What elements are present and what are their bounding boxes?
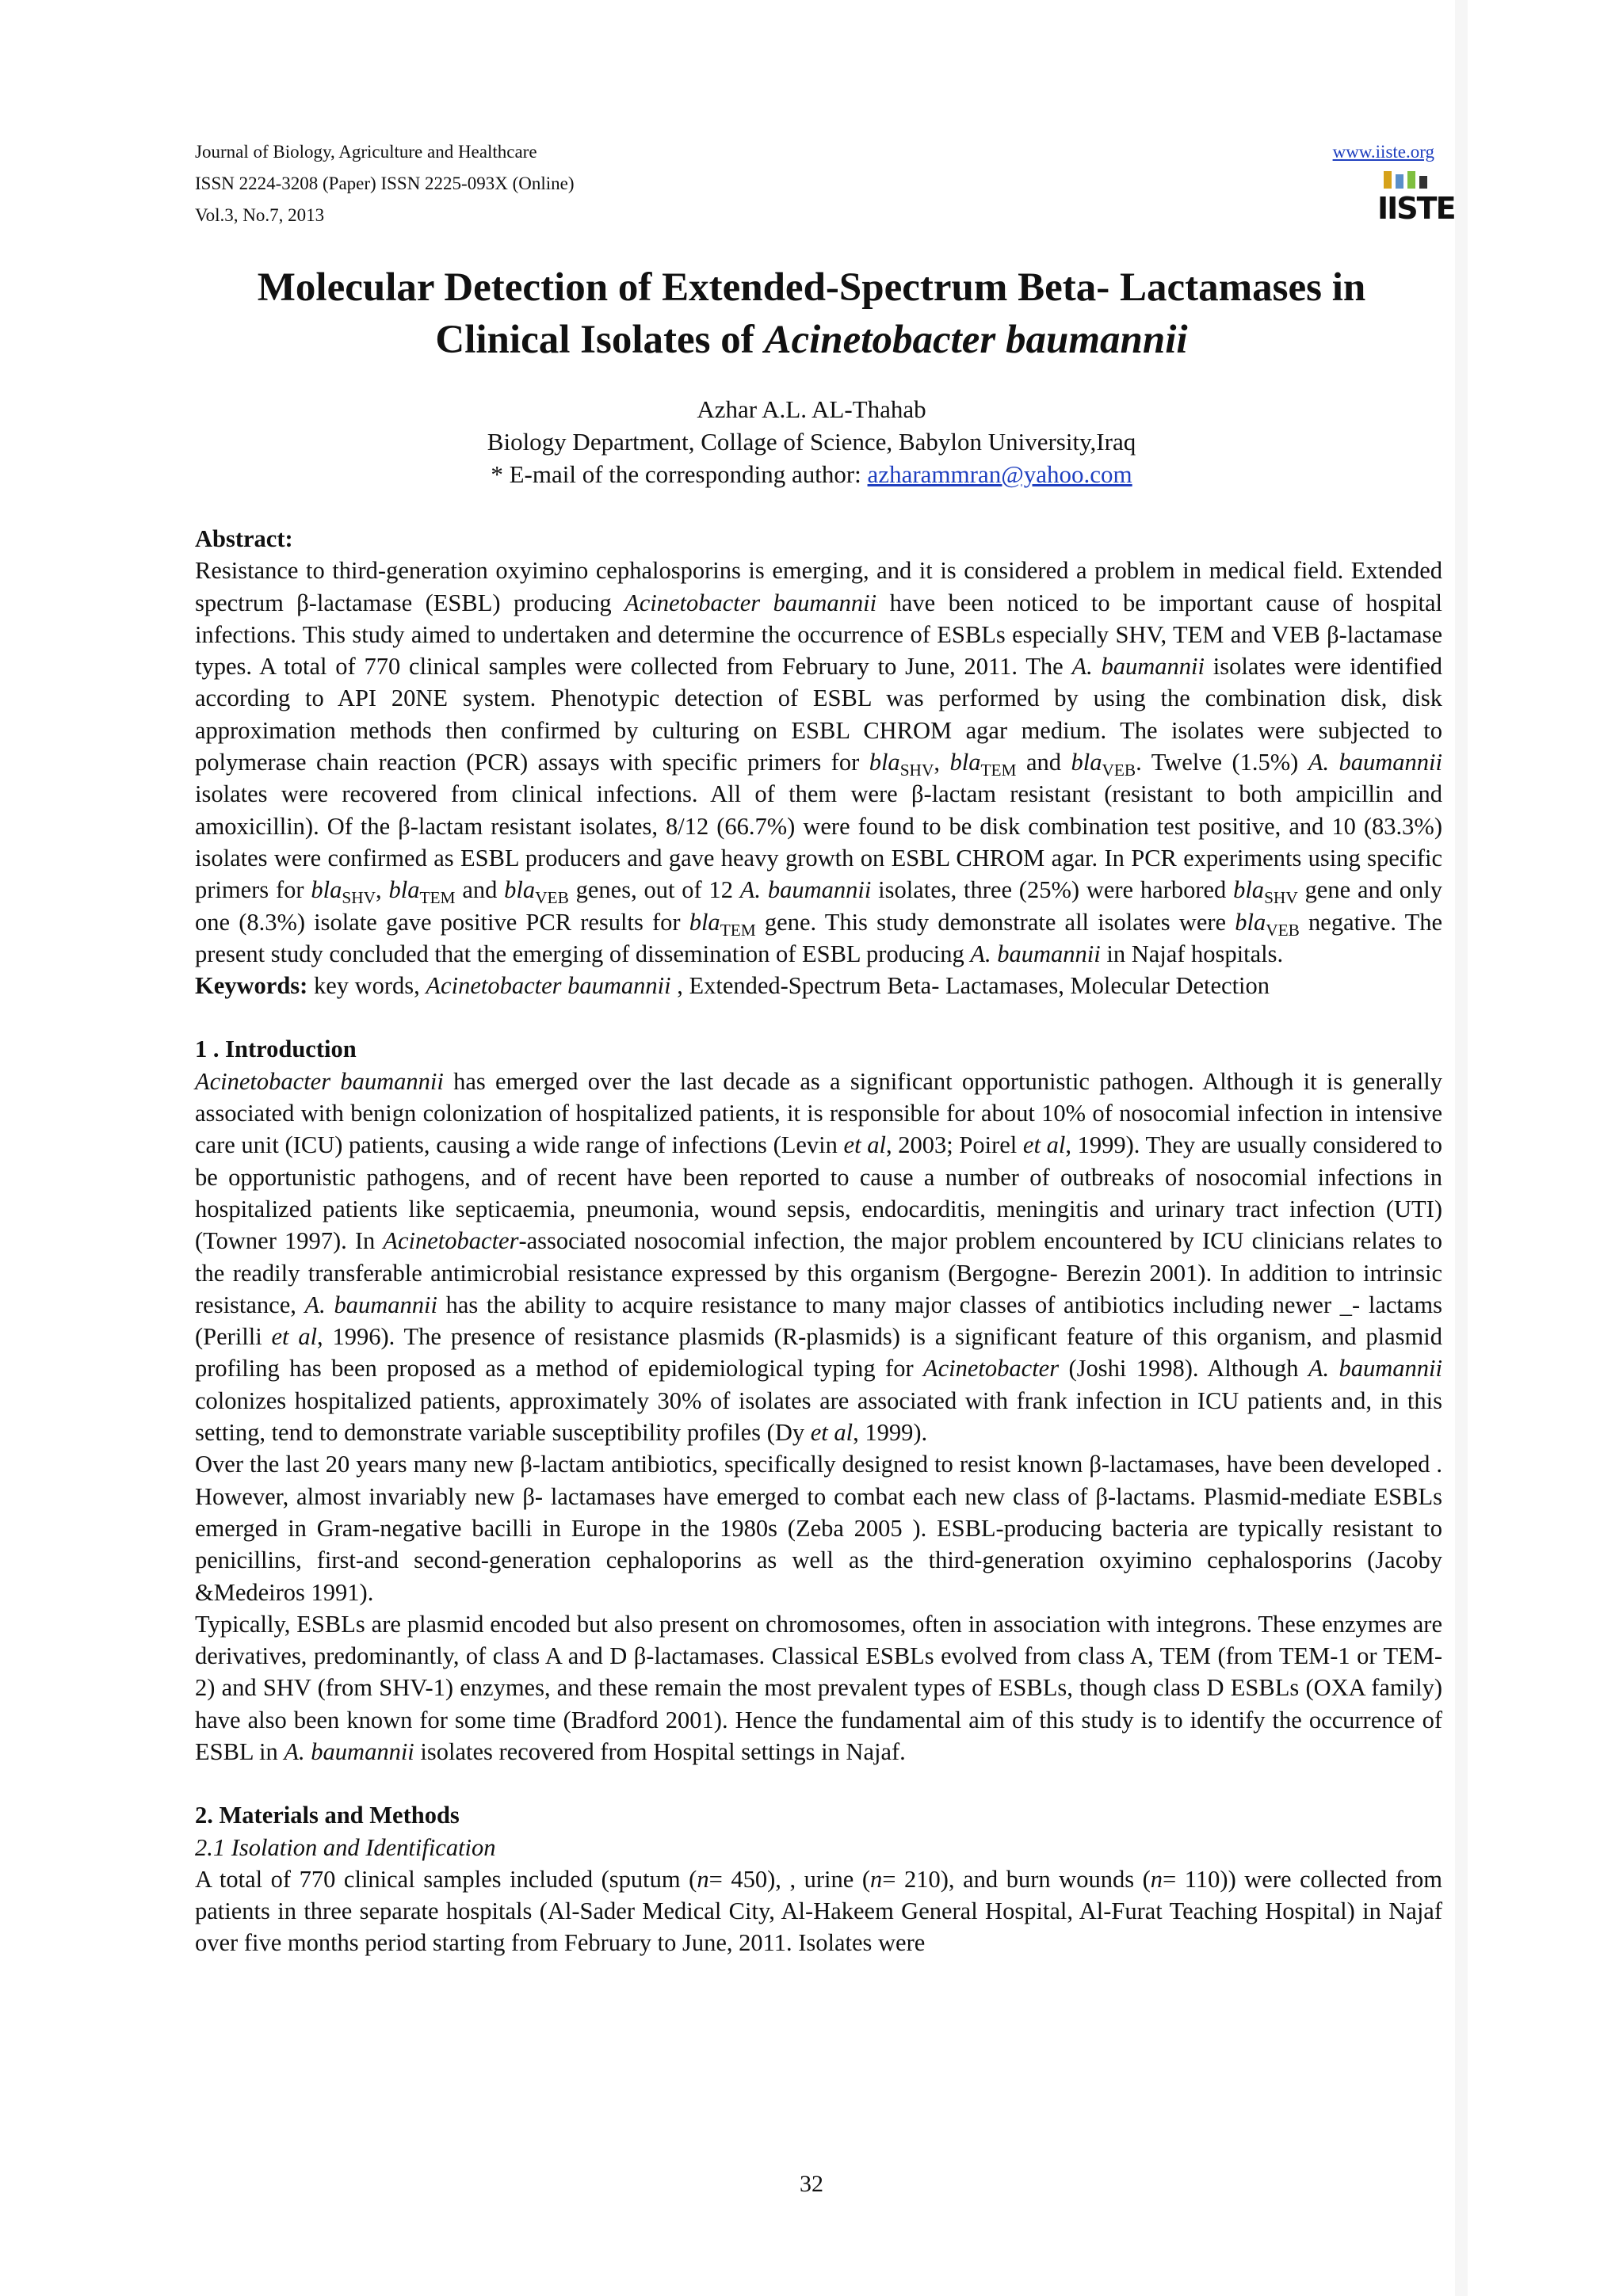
keywords: Keywords: key words, Acinetobacter baumannii , Extended-Spectrum Beta- Lactamases, Molecular Detection [195, 972, 1270, 1000]
website-link[interactable]: www.iiste.org [1332, 142, 1434, 162]
abstract-heading: Abstract: [195, 525, 293, 552]
journal-header [195, 136, 575, 231]
author-block [158, 393, 1465, 490]
author-name: Azhar A.L. AL-Thahab [697, 395, 926, 423]
title-line-2: Clinical Isolates of Acinetobacter baumannii [435, 318, 1188, 362]
title-line-1: Molecular Detection of Extended-Spectrum Beta- Lactamases in [257, 265, 1366, 310]
intro-paragraph-3: Typically, ESBLs are plasmid encoded but also present on chromosomes, often in association with integrons. These enzymes are derivatives, predominantly, of class A and D β-lactamases. Classical ESBLs evolved from class A, TEM (from TEM-1 or TEM-2) and SHV (from SHV-1) enzymes, and these remain the most prevalent types of ESBLs, though class D ESBLs (OXA family) have also been known for some time (Bradford 2001). Hence the fundamental aim of this study is to identify the occurrence of ESBL in A. baumannii isolates recovered from Hospital settings in Najaf. [195, 1610, 1442, 1765]
methods-paragraph-1: A total of 770 clinical samples included (sputum (n= 450), , urine (n= 210), and burn wounds (n= 110)) were collected from patients in three separate hospitals (Al-Sader Medical City, Al-Hakeem General Hospital, Al-Furat Teaching Hospital) in Najaf over five months period starting from February to June, 2011. Isolates were [195, 1865, 1443, 1957]
methods-subheading: 2.1 Isolation and Identification [195, 1833, 496, 1861]
email-link[interactable]: azharammran@yahoo.com [867, 460, 1132, 488]
issn-line: ISSN 2224-3208 (Paper) ISSN 2225-093X (Online) [195, 174, 575, 193]
journal-name: Journal of Biology, Agriculture and Healthcare [195, 142, 537, 162]
iiste-logo-icon [1377, 171, 1455, 230]
intro-paragraph-2: Over the last 20 years many new β-lactam antibiotics, specifically designed to resist known β-lactamases, have been developed . However, almost invariably new β- lactamases have emerged to combat each new class of β-lactams. Plasmid-mediate ESBLs emerged in Gram-negative bacilli in Europe in the 1980s (Zeba 2005 ). ESBL-producing bacteria are typically resistant to penicillins, first-and second-generation cephaloporins as well as the third-generation oxyimino cephalosporins (Jacoby &Medeiros 1991). [195, 1451, 1442, 1606]
paper-title [158, 261, 1465, 366]
volume-line: Vol.3, No.7, 2013 [195, 205, 325, 225]
logo-text: IISTE [1377, 191, 1455, 226]
page-number: 32 [800, 2171, 823, 2197]
logo-bars [1381, 171, 1431, 189]
paper-body [195, 523, 1442, 1959]
header-right [1332, 136, 1455, 234]
methods-heading: 2. Materials and Methods [195, 1802, 460, 1829]
intro-heading: 1 . Introduction [195, 1035, 357, 1063]
abstract-text: Resistance to third-generation oxyimino cephalosporins is emerging, and it is considered a problem in medical field. Extended spectrum β-lactamase (ESBL) producing Acinetobacter baumannii have been noticed to be important cause of hospital infections. This study aimed to undertaken and determine the occurrence of ESBLs especially SHV, TEM and VEB β-lactamase types. A total of 770 clinical samples were collected from February to June, 2011. The A. baumannii isolates were identified according to API 20NE system. Phenotypic detection of ESBL was performed by using the combination disk, disk approximation methods then confirmed by culturing on ESBL CHROM agar medium. The isolates were subjected to polymerase chain reaction (PCR) assays with specific primers for bla$_{SHV}$, bla$_{TEM}$ and bla$_{VEB}$. Twelve (1.5%) A. baumannii isolates were recovered from clinical infections. All of them were β-lactam resistant (resistant to both ampicillin and amoxicillin). Of the β-lactam resistant isolates, 8/12 (66.7%) were found to be disk combination test positive, and 10 (83.3%) isolates were confirmed as ESBL producers and gave heavy growth on ESBL CHROM agar. In PCR experiments using specific primers for bla$_{SHV}$, bla$_{TEM}$ and bla$_{VEB}$ genes, out of 12 A. baumannii isolates, three (25%) were harbored bla$_{SHV}$ gene and only one (8.3%) isolate gave positive PCR results for bla$_{TEM}$ gene. This study demonstrate all isolates were bla$_{VEB}$ negative. The present study concluded that the emerging of dissemination of ESBL producing A. baumannii in Najaf hospitals. [195, 557, 1443, 967]
author-email: * E-mail of the corresponding author: azharammran@yahoo.com [491, 460, 1132, 488]
author-affiliation: Biology Department, Collage of Science, Babylon University,Iraq [487, 428, 1136, 456]
intro-paragraph-1: Acinetobacter baumannii has emerged over the last decade as a significant opportunistic pathogen. Although it is generally associated with benign colonization of hospitalized patients, it is responsible for about 10% of nosocomial infection in intensive care unit (ICU) patients, causing a wide range of infections (Levin et al, 2003; Poirel et al, 1999). They are usually considered to be opportunistic pathogens, and of recent have been reported to cause a number of outbreaks of nosocomial infections in hospitalized patients like septicaemia, pneumonia, wound sepsis, endocarditis, meningitis and urinary tract infection (UTI) (Towner 1997). In Acinetobacter-associated nosocomial infection, the major problem encountered by ICU clinicians relates to the readily transferable antimicrobial resistance expressed by this organism (Bergogne- Berezin 2001). In addition to intrinsic resistance, A. baumannii has the ability to acquire resistance to many major classes of antibiotics including newer _- lactams (Perilli et al, 1996). The presence of resistance plasmids (R-plasmids) is a significant feature of this organism, and plasmid profiling has been proposed as a method of epidemiological typing for Acinetobacter (Joshi 1998). Although A. baumannii colonizes hospitalized patients, approximately 30% of isolates are associated with frank infection in ICU patients and, in this setting, tend to demonstrate variable susceptibility profiles (Dy et al, 1999). [195, 1067, 1443, 1447]
